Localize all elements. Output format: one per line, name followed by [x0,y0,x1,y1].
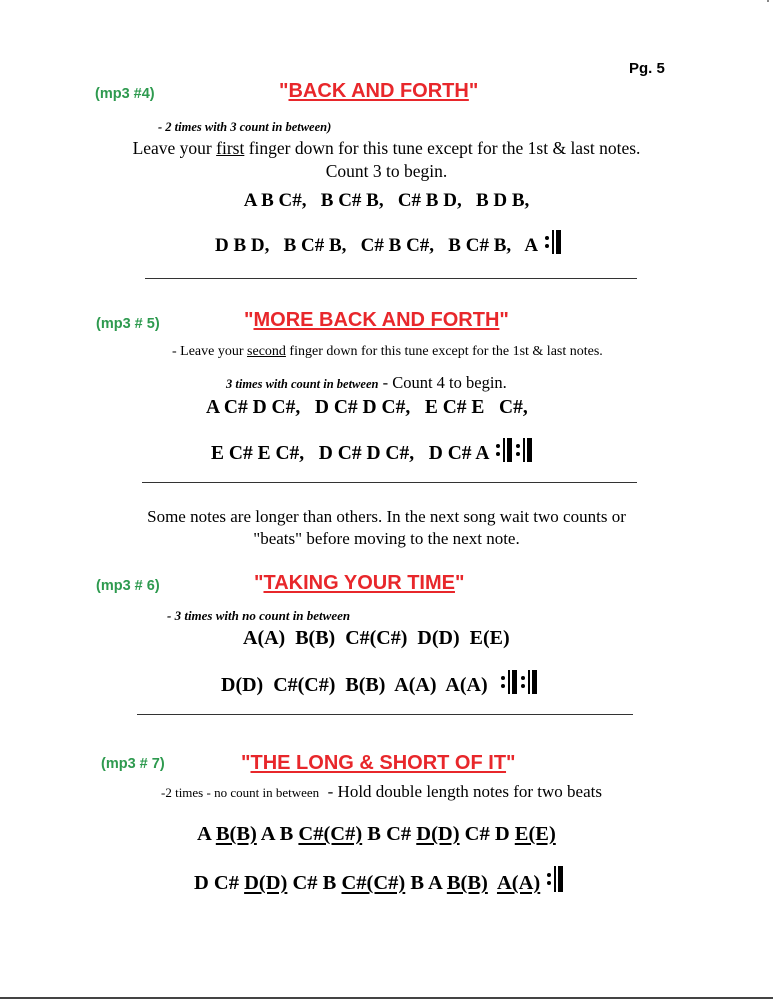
section-divider [137,714,633,715]
note-group: B A [405,872,447,894]
page-bottom-border [0,997,773,999]
notes-line-1: A(A) B(B) C#(C#) D(D) E(E) [243,627,510,649]
notes-line-2: E C# E C#, D C# D C#, D C# A [211,437,533,469]
song-title-text: TAKING YOUR TIME [263,572,455,594]
scan-mark [767,0,769,2]
long-note: B(B) [215,823,257,845]
intro-text-line-1: Some notes are longer than others. In the next song wait two counts or [147,507,626,526]
notes-line-1 [197,823,556,846]
note-group [488,872,497,894]
note-group: B C# [362,823,417,845]
note-group: A [197,823,216,845]
mp3-track-label: (mp3 # 6) [96,578,160,594]
notes-line-1: A B C#, B C# B, C# B D, B D B, [243,190,530,211]
count-instruction: Count 3 to begin. [325,161,448,181]
mp3-track-label: (mp3 # 5) [96,316,160,332]
song-title: "BACK AND FORTH" [279,80,479,102]
mp3-track-label: (mp3 # 7) [101,756,165,772]
finger-emphasis: first [216,138,245,158]
repeat-sign-icon [495,437,533,469]
repeat-instruction: -2 times - no count in between - Hold double length notes for two beats [161,782,602,801]
mp3-track-label: (mp3 #4) [95,86,155,102]
song-title: "TAKING YOUR TIME" [254,572,465,594]
song-title-text: BACK AND FORTH [288,80,469,102]
long-note: B(B) [446,872,488,894]
note-group: C# D [459,823,515,845]
section-divider [145,278,637,279]
long-note: D(D) [244,872,288,894]
section-divider [142,482,637,483]
long-note: C#(C#) [298,823,363,845]
long-note: A(A) [496,872,541,894]
notes-line-2: D(D) C#(C#) B(B) A(A) A(A) [221,669,538,701]
note-group: C# B [287,872,342,894]
long-note: E(E) [514,823,556,845]
finger-instruction: Leave your first finger down for this tune except for the 1st & last notes. [132,138,641,158]
notes-line-1: A C# D C#, D C# D C#, E C# E C#, [206,397,528,418]
song-title: "MORE BACK AND FORTH" [244,309,509,331]
finger-emphasis: second [247,344,286,359]
count-instruction: 3 times with count in between - Count 4 to begin. [226,373,507,392]
song-title-text: THE LONG & SHORT OF IT [250,752,507,774]
long-note: C#(C#) [341,872,406,894]
notes-line-2: D B D, B C# B, C# B C#, B C# B, A [215,229,562,261]
note-group: A B [256,823,299,845]
repeat-instruction: - 3 times with no count in between [167,608,351,623]
repeat-sign-icon [500,669,538,701]
repeat-instruction: - 2 times with 3 count in between) [158,120,332,134]
long-note: D(D) [416,823,460,845]
repeat-sign-icon [546,865,564,899]
note-group: D C# [194,872,245,894]
repeat-sign-icon [544,229,562,261]
finger-instruction: - Leave your second finger down for this tune except for the 1st & last notes. [172,344,603,359]
song-title-text: MORE BACK AND FORTH [253,309,500,331]
song-title: "THE LONG & SHORT OF IT" [241,752,516,774]
notes-line-2 [194,865,564,899]
page-number: Pg. 5 [629,60,665,77]
intro-text-line-2: "beats" before moving to the next note. [253,529,520,548]
